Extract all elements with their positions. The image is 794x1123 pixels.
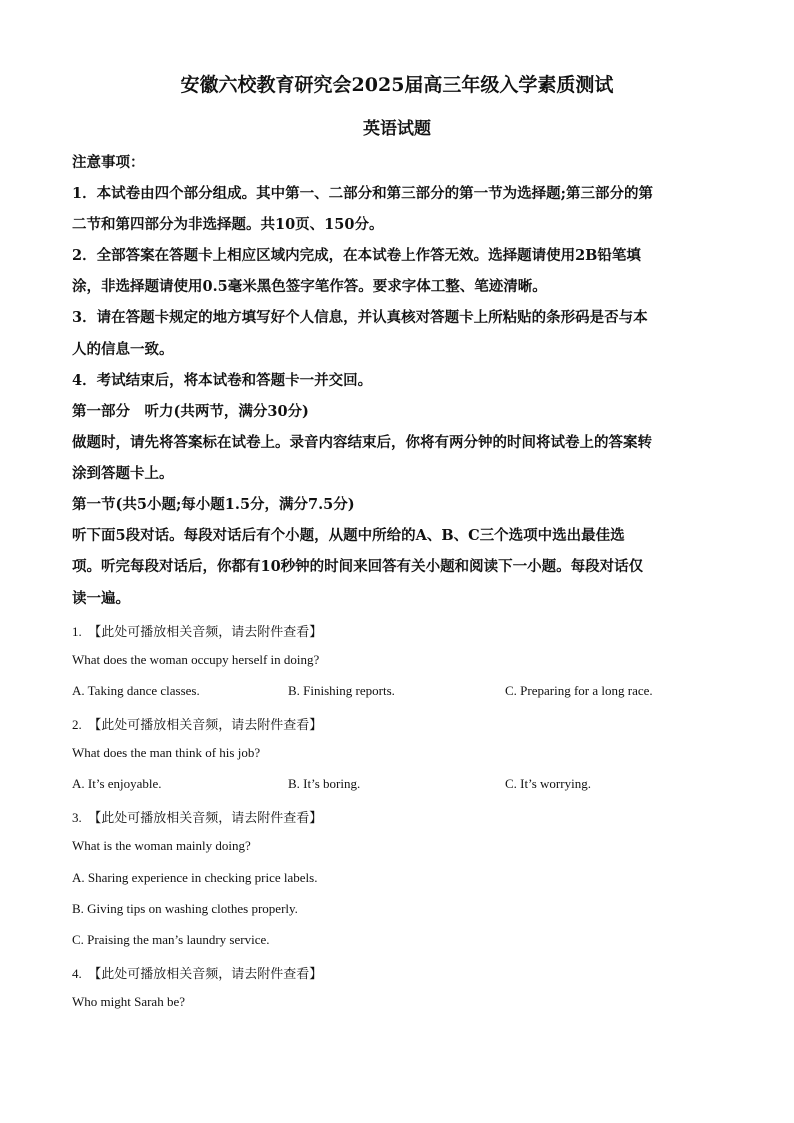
answer-option: A. Taking dance classes. — [72, 683, 200, 698]
question-audio-placeholder[interactable]: 4. 【此处可播放相关音频，请去附件查看】 — [72, 966, 323, 981]
question-audio-placeholder[interactable]: 3. 【此处可播放相关音频，请去附件查看】 — [72, 810, 323, 825]
section1-intro-line: 读一遍。 — [72, 590, 130, 607]
answer-option: C. Praising the man’s laundry service. — [72, 932, 270, 947]
notice-line: 3．请在答题卡规定的地方填写好个人信息，并认真核对答题卡上所粘贴的条形码是否与本 — [72, 309, 648, 326]
question-stem: Who might Sarah be? — [72, 994, 185, 1009]
notice-line: 4．考试结束后，将本试卷和答题卡一并交回。 — [72, 372, 373, 389]
notice-heading: 注意事项： — [72, 154, 145, 171]
question-stem: What does the man think of his job? — [72, 745, 261, 760]
notice-line: 涂，非选择题请使用0.5毫米黑色签字笔作答。要求字体工整、笔迹清晰。 — [72, 278, 547, 295]
exam-title: 安徽六校教育研究会2025届高三年级入学素质测试 — [180, 74, 614, 96]
section1-intro-line: 项。听完每段对话后，你都有10秒钟的时间来回答有关小题和阅读下一小题。每段对话仅 — [72, 558, 644, 575]
answer-option: B. It’s boring. — [288, 776, 361, 791]
question-stem: What is the woman mainly doing? — [72, 838, 251, 853]
section1-heading: 第一节(共5小题;每小题1.5分，满分7.5分) — [72, 496, 355, 513]
answer-option: B. Finishing reports. — [288, 683, 395, 698]
part1-intro-line: 做题时，请先将答案标在试卷上。录音内容结束后，你将有两分钟的时间将试卷上的答案转 — [72, 434, 652, 451]
notice-line: 2．全部答案在答题卡上相应区域内完成，在本试卷上作答无效。选择题请使用2B铅笔填 — [72, 247, 641, 264]
exam-subtitle: 英语试题 — [363, 119, 431, 139]
part1-intro-line: 涂到答题卡上。 — [72, 465, 174, 482]
notice-line: 1．本试卷由四个部分组成。其中第一、二部分和第三部分的第一节为选择题;第三部分的第 — [72, 185, 653, 202]
question-audio-placeholder[interactable]: 1. 【此处可播放相关音频，请去附件查看】 — [72, 624, 323, 639]
section1-intro-line: 听下面5段对话。每段对话后有个小题，从题中所给的A、B、C三个选项中选出最佳选 — [72, 527, 625, 544]
answer-option: B. Giving tips on washing clothes properly. — [72, 901, 298, 916]
answer-option: A. Sharing experience in checking price labels. — [72, 870, 318, 885]
notice-line: 人的信息一致。 — [72, 341, 174, 358]
question-audio-placeholder[interactable]: 2. 【此处可播放相关音频，请去附件查看】 — [72, 717, 323, 732]
notice-line: 二节和第四部分为非选择题。共10页、150分。 — [72, 216, 384, 233]
answer-option: C. Preparing for a long race. — [505, 683, 653, 698]
answer-option: A. It’s enjoyable. — [72, 776, 162, 791]
part1-heading: 第一部分 听力(共两节，满分30分) — [72, 403, 309, 420]
answer-option: C. It’s worrying. — [505, 776, 591, 791]
question-stem: What does the woman occupy herself in doing? — [72, 652, 320, 667]
